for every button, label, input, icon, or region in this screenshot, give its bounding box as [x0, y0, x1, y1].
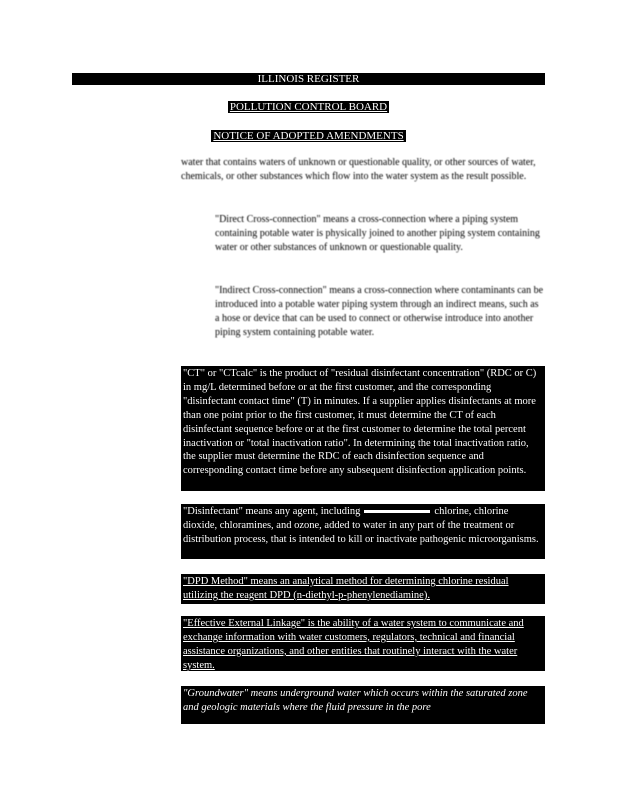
- definition-dpd-text: "DPD Method" means an analytical method for determining chlorine residual utilizing the reagent DPD (n-diethyl-p-phenylenediamine).: [183, 576, 509, 601]
- register-header: [72, 73, 545, 85]
- disinfectant-lead: "Disinfectant" means any agent, including: [183, 506, 361, 517]
- definition-external-text: "Effective External Linkage" is the ability of a water system to communicate and exchange information with water customers, regulators, technical and financial assistance organizations, and other entities that routinely interact with the water system.: [183, 618, 524, 671]
- definition-disinfectant-text: [183, 505, 543, 547]
- struck-text: [364, 510, 430, 513]
- definition-groundwater: [181, 686, 545, 724]
- definition-groundwater-text: "Groundwater" means underground water which occurs within the saturated zone and geologic materials where the fluid pressure in the pore: [183, 688, 528, 713]
- definition-disinfectant: [181, 504, 545, 559]
- definition-effective-external-linkage: [181, 616, 545, 671]
- board-header: [72, 101, 545, 113]
- definition-dpd-method: [181, 574, 545, 604]
- board-title: POLLUTION CONTROL BOARD: [229, 101, 388, 113]
- notice-header: [72, 130, 545, 142]
- register-title: ILLINOIS REGISTER: [257, 73, 360, 85]
- faded-paragraph-indirect-cross-connection: "Indirect Cross-connection" means a cross-connection where contaminants can be introduced into a potable water piping system through an indirect means, such as a hose or device that can be used to connect or otherwise introduce into another piping system containing potable water.: [215, 285, 544, 338]
- definition-ct-text: "CT" or "CTcalc" is the product of "residual disinfectant concentration" (RDC or C) in mg/L determined before or at the first customer, and the corresponding "disinfectant contact time" (T) in minutes. If a supplier applies disinfectants at more than one point prior to the first customer, it must determine the CT of each disinfectant sequence before or at the first customer to determine the total percent inactivation or "total inactivation ratio". In determining the total inactivation ratio, the supplier must determine the RDC of each disinfection sequence and corresponding contact time before any subsequent disinfection application points.: [183, 368, 537, 477]
- faded-paragraph-direct-cross-connection: "Direct Cross-connection" means a cross-connection where a piping system containing potable water is physically joined to another piping system containing water or other substances of unknown or questionable quality.: [215, 214, 540, 253]
- faded-paragraph-0: water that contains waters of unknown or questionable quality, or other sources of water, chemicals, or other substances which flow into the water system as the result possible.: [181, 157, 536, 182]
- disinfectant-rest: chlorine, chlorine dioxide, chloramines, and ozone, added to water in any part of the treatment or distribution process, that is intended to kill or inactivate pathogenic microorganisms.: [183, 506, 539, 545]
- definition-ct: [181, 366, 545, 491]
- notice-title: NOTICE OF ADOPTED AMENDMENTS: [213, 130, 404, 142]
